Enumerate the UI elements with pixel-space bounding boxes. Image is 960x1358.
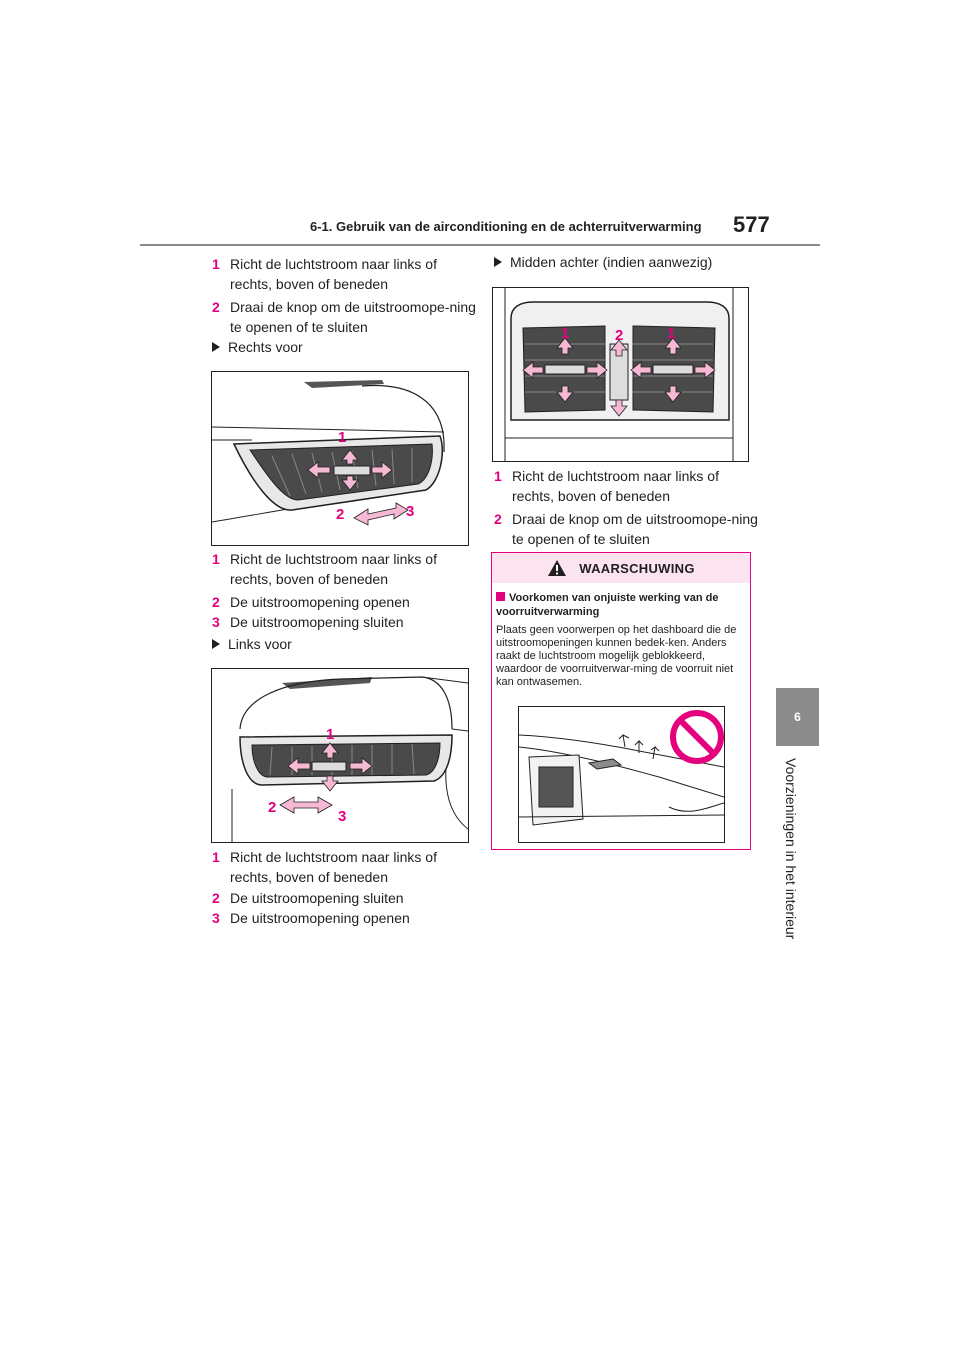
square-bullet-icon <box>496 592 505 601</box>
front-right-step-1: 1 Richt de luchtstroom naar links of rechts, boven of beneden <box>212 551 437 587</box>
callout-2: 2 <box>615 327 624 344</box>
warning-icon <box>547 559 567 577</box>
callout-1-right: 1 <box>667 325 676 342</box>
front-right-heading: Rechts voor <box>212 339 303 355</box>
front-right-step-2: 2 De uitstroomopening openen <box>212 594 410 610</box>
warning-title: WAARSCHUWING <box>579 560 695 576</box>
section-title: 6-1. Gebruik van de airconditioning en de achterruitverwarming <box>310 219 702 234</box>
callout-2: 2 <box>336 506 345 523</box>
page-number: 577 <box>733 212 770 237</box>
chapter-number: 6 <box>794 710 801 724</box>
chapter-tab <box>776 688 819 746</box>
warning-header <box>492 553 750 583</box>
front-left-step-1: 1 Richt de luchtstroom naar links of rechts, boven of beneden <box>212 849 437 885</box>
bullet-triangle-icon <box>212 342 220 352</box>
bullet-triangle-icon <box>494 257 502 267</box>
callout-1: 1 <box>338 429 347 446</box>
rear-center-vent-figure <box>492 287 749 462</box>
front-left-step-2: 2 De uitstroomopening sluiten <box>212 890 404 906</box>
dashboard-obstruction-figure <box>518 706 725 843</box>
intro-step-1: 1 Richt de luchtstroom naar links of rechts, boven of beneden <box>212 256 437 292</box>
rear-center-step-2: 2 Draai de knop om de uitstroomope-ning te openen of te sluiten <box>494 511 758 547</box>
warning-body: Plaats geen voorwerpen op het dashboard die de uitstroomopeningen kunnen bedek-ken. Anders raakt de luchtstroom mogelijk geblokkeerd, waardoor de voorruitverwar-ming de voorruit niet kan ontwasemen. <box>496 624 737 688</box>
warning-subtitle: Voorkomen van onjuiste werking van de voorruitverwarming <box>496 592 719 618</box>
intro-step-2: 2 Draai de knop om de uitstroomope-ning te openen of te sluiten <box>212 299 476 335</box>
rear-center-step-1: 1 Richt de luchtstroom naar links of rechts, boven of beneden <box>494 468 719 504</box>
bullet-triangle-icon <box>212 639 220 649</box>
front-right-vent-figure <box>211 371 469 546</box>
callout-1-left: 1 <box>561 325 570 342</box>
callout-3: 3 <box>338 808 347 825</box>
callout-3: 3 <box>406 503 415 520</box>
front-left-vent-figure <box>211 668 469 843</box>
callout-2: 2 <box>268 799 277 816</box>
front-right-step-3: 3 De uitstroomopening sluiten <box>212 614 404 630</box>
warning-box <box>491 552 751 850</box>
callout-1: 1 <box>326 726 335 743</box>
rear-center-heading: Midden achter (indien aanwezig) <box>494 254 712 270</box>
header-rule <box>140 244 820 246</box>
front-left-step-3: 3 De uitstroomopening openen <box>212 910 410 926</box>
chapter-title: Voorzieningen in het interieur <box>783 758 799 940</box>
front-left-heading: Links voor <box>212 636 292 652</box>
